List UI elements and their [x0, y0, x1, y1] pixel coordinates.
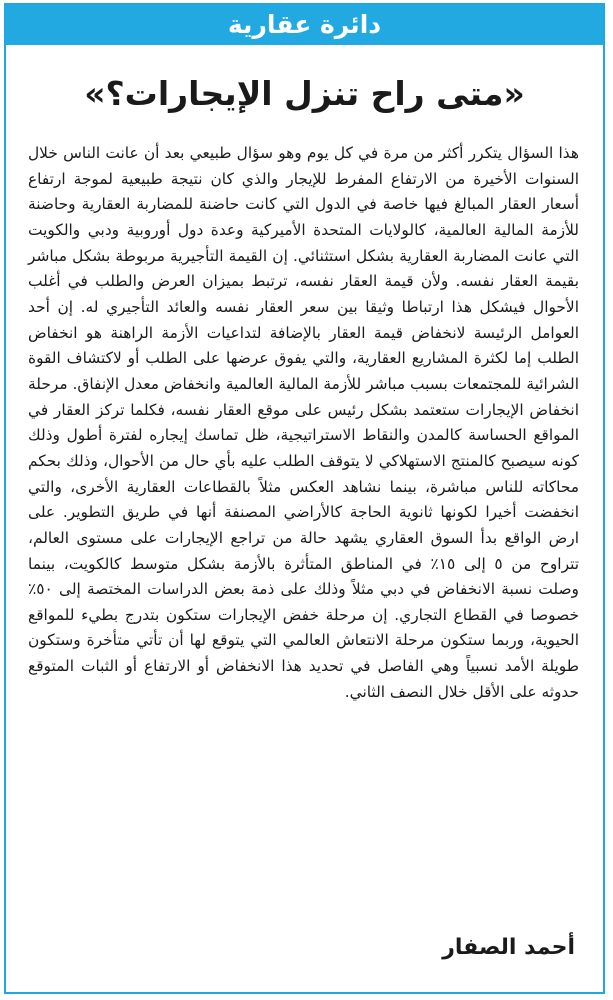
- article-body: هذا السؤال يتكرر أكثر من مرة في كل يوم وهو سؤال طبيعي بعد أن عانت الناس خلال السنوات الأخيرة من الارتفاع المفرط للإيجار والذي كان نتيجة طبيعية لموجة ارتفاع أسعار العقار المبالغ فيها خاصة في الدول التي كانت حاضنة للمضاربة العقارية وحاضنة للأزمة المالية العالمية، كالولايات المتحدة الأميركية وعدة دول أوروبية ودبي والكويت التي عانت المضاربة العقارية بشكل استثنائي. إن القيمة التأجيرية مربوطة بشكل مباشر بقيمة العقار نفسه. ولأن قيمة العقار نفسه، ترتبط بميزان العرض والطلب في أغلب الأحوال فيشكل هذا ارتباطا وثيقا بين سعر العقار نفسه والعائد التأجيري له. إن أحد العوامل الرئيسة لانخفاض قيمة العقار بالإضافة لتداعيات الأزمة الراهنة هو انخفاض الطلب إما لكثرة المشاريع العقارية، والتي يفوق عرضها على الطلب أو لاكتشاف القوة الشرائية للمجتمعات بسبب مباشر للأزمة المالية العالمية وانخفاض معدل الإنفاق. مرحلة انخفاض الإيجارات ستعتمد بشكل رئيس على موقع العقار نفسه، فكلما تركز العقار في المواقع الحساسة كالمدن والنقاط الاستراتيجية، ظل تماسك إيجاره لفترة أطول وذلك كونه سيصبح كالمنتج الاستهلاكي لا يتوقف الطلب عليه بأي حال من الأحوال، وذلك بحكم محاكاته للناس مباشرة، بينما نشاهد العكس مثلاً بالقطاعات العقارية الأخرى، والتي انخفضت أخيرا لكونها ثانوية الحاجة كالأراضي المصنفة أنها في طريق التطوير. على ارض الواقع بدأ السوق العقاري يشهد حالة من تراجع الإيجارات على مستوى العالم، تتراوح من ٥ إلى ١٥٪ في المناطق المتأثرة بالأزمة بشكل متوسط كالكويت، بينما وصلت نسبة الانخفاض في دبي مثلاً وذلك على ذمة بعض الدراسات المختصة إلى ٥٠٪ خصوصا في القطاع التجاري. إن مرحلة خفض الإيجارات ستكون بتدرج بطيء للمواقع الحيوية، وربما ستكون مرحلة الانتعاش العالمي التي يتوقع لها أن تأتي متأخرة وستكون طويلة الأمد نسبياً وهي الفاصل في تحديد هذا الانخفاض أو الارتفاع أو الثبات المتوقع حدوثه على الأقل خلال النصف الثاني.: [28, 144, 579, 701]
- author-byline: أحمد الصفار: [442, 935, 575, 960]
- article-headline: «متى راح تنزل الإيجارات؟»: [84, 74, 525, 113]
- column-frame: [4, 3, 605, 994]
- column-name: دائرة عقارية: [227, 10, 382, 39]
- column-header-bar: [6, 5, 603, 45]
